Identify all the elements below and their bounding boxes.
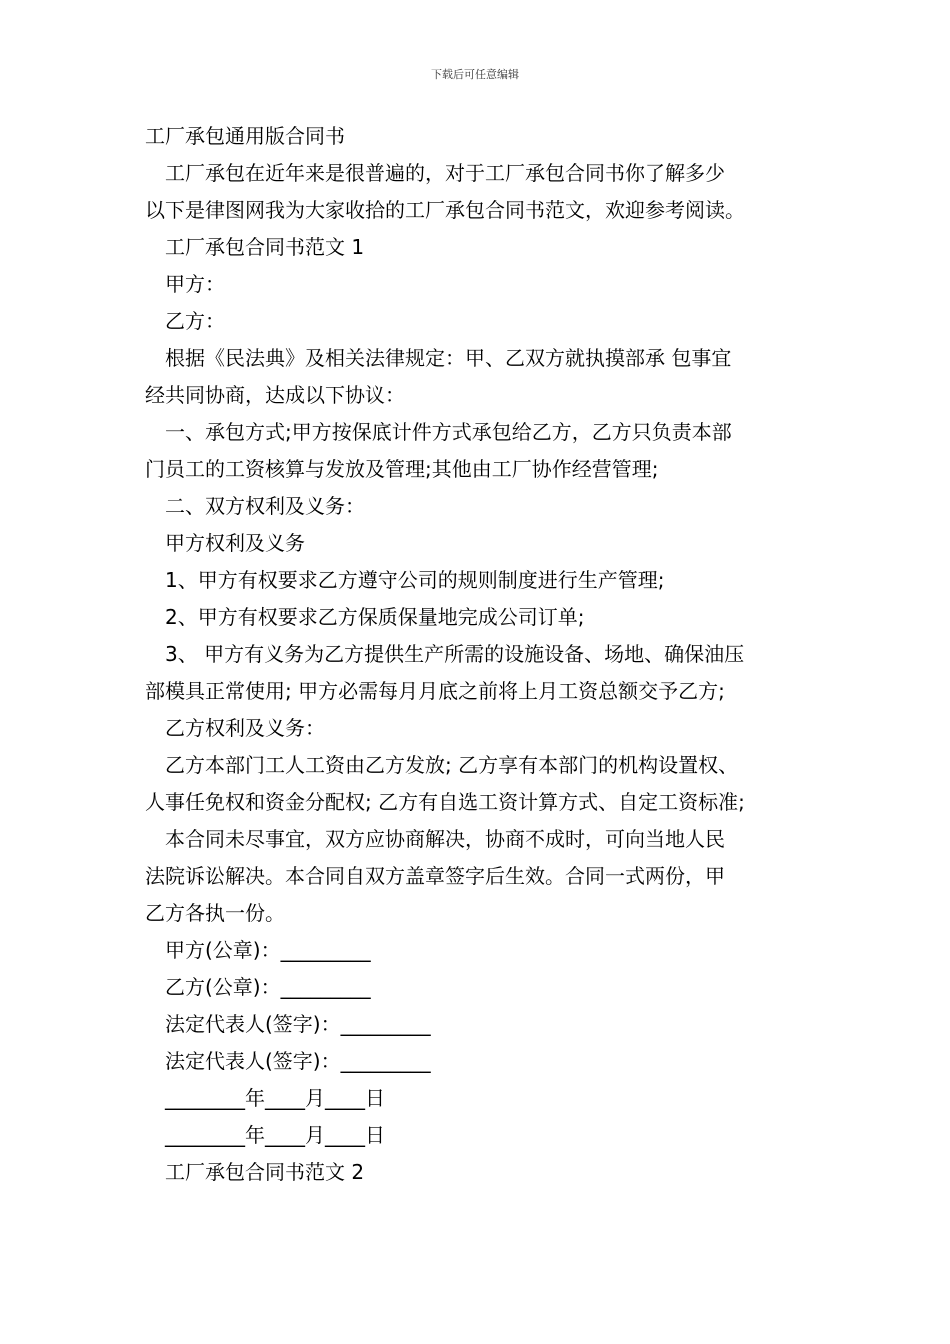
document-line: 甲方(公章)：_________ [165, 938, 371, 962]
document-line: 甲方： [165, 272, 225, 296]
document-line: 乙方： [165, 309, 225, 333]
document-line: 一、承包方式;甲方按保底计件方式承包给乙方，乙方只负责本部 [165, 420, 732, 444]
document-line: 经共同协商，达成以下协议： [145, 383, 405, 407]
document-line: 工厂承包合同书范文 2 [165, 1160, 365, 1184]
document-line: 根据《民法典》及相关法律规定：甲、乙双方就执摸部承 包事宜 [165, 346, 732, 370]
document-body [145, 118, 815, 1191]
document-line: ________年____月____日 [165, 1123, 385, 1147]
document-line: ________年____月____日 [165, 1086, 385, 1110]
document-line: 3、 甲方有义务为乙方提供生产所需的设施设备、场地、确保油压 [165, 642, 745, 666]
document-line: 本合同未尽事宜，双方应协商解决，协商不成时，可向当地人民 [165, 827, 725, 851]
document-line: 人事任免权和资金分配权; 乙方有自选工资计算方式、自定工资标准; [145, 790, 745, 814]
document-line: 工厂承包在近年来是很普遍的，对于工厂承包合同书你了解多少 [165, 161, 725, 185]
document-line: 乙方各执一份。 [145, 901, 285, 925]
document-line: 二、双方权利及义务： [165, 494, 365, 518]
document-line: 1、甲方有权要求乙方遵守公司的规则制度进行生产管理; [165, 568, 665, 592]
document-title: 工厂承包通用版合同书 [145, 124, 345, 148]
document-line: 法定代表人(签字)：_________ [165, 1012, 431, 1036]
document-line: 工厂承包合同书范文 1 [165, 235, 365, 259]
page-header-note: 下载后可任意编辑 [431, 68, 519, 81]
document-line: 以下是律图网我为大家收拾的工厂承包合同书范文，欢迎参考阅读。 [145, 198, 745, 222]
document-line: 乙方权利及义务： [165, 716, 325, 740]
document-line: 乙方(公章)：_________ [165, 975, 371, 999]
document-line: 甲方权利及义务 [165, 531, 305, 555]
document-line: 乙方本部门工人工资由乙方发放; 乙方享有本部门的机构设置权、 [165, 753, 739, 777]
document-line: 部模具正常使用; 甲方必需每月月底之前将上月工资总额交予乙方; [145, 679, 725, 703]
document-line: 法定代表人(签字)：_________ [165, 1049, 431, 1073]
document-line: 法院诉讼解决。本合同自双方盖章签字后生效。合同一式两份，甲 [145, 864, 725, 888]
document-line: 2、甲方有权要求乙方保质保量地完成公司订单; [165, 605, 585, 629]
document-line: 门员工的工资核算与发放及管理;其他由工厂协作经营管理; [145, 457, 659, 481]
document-paragraphs [145, 155, 815, 1191]
